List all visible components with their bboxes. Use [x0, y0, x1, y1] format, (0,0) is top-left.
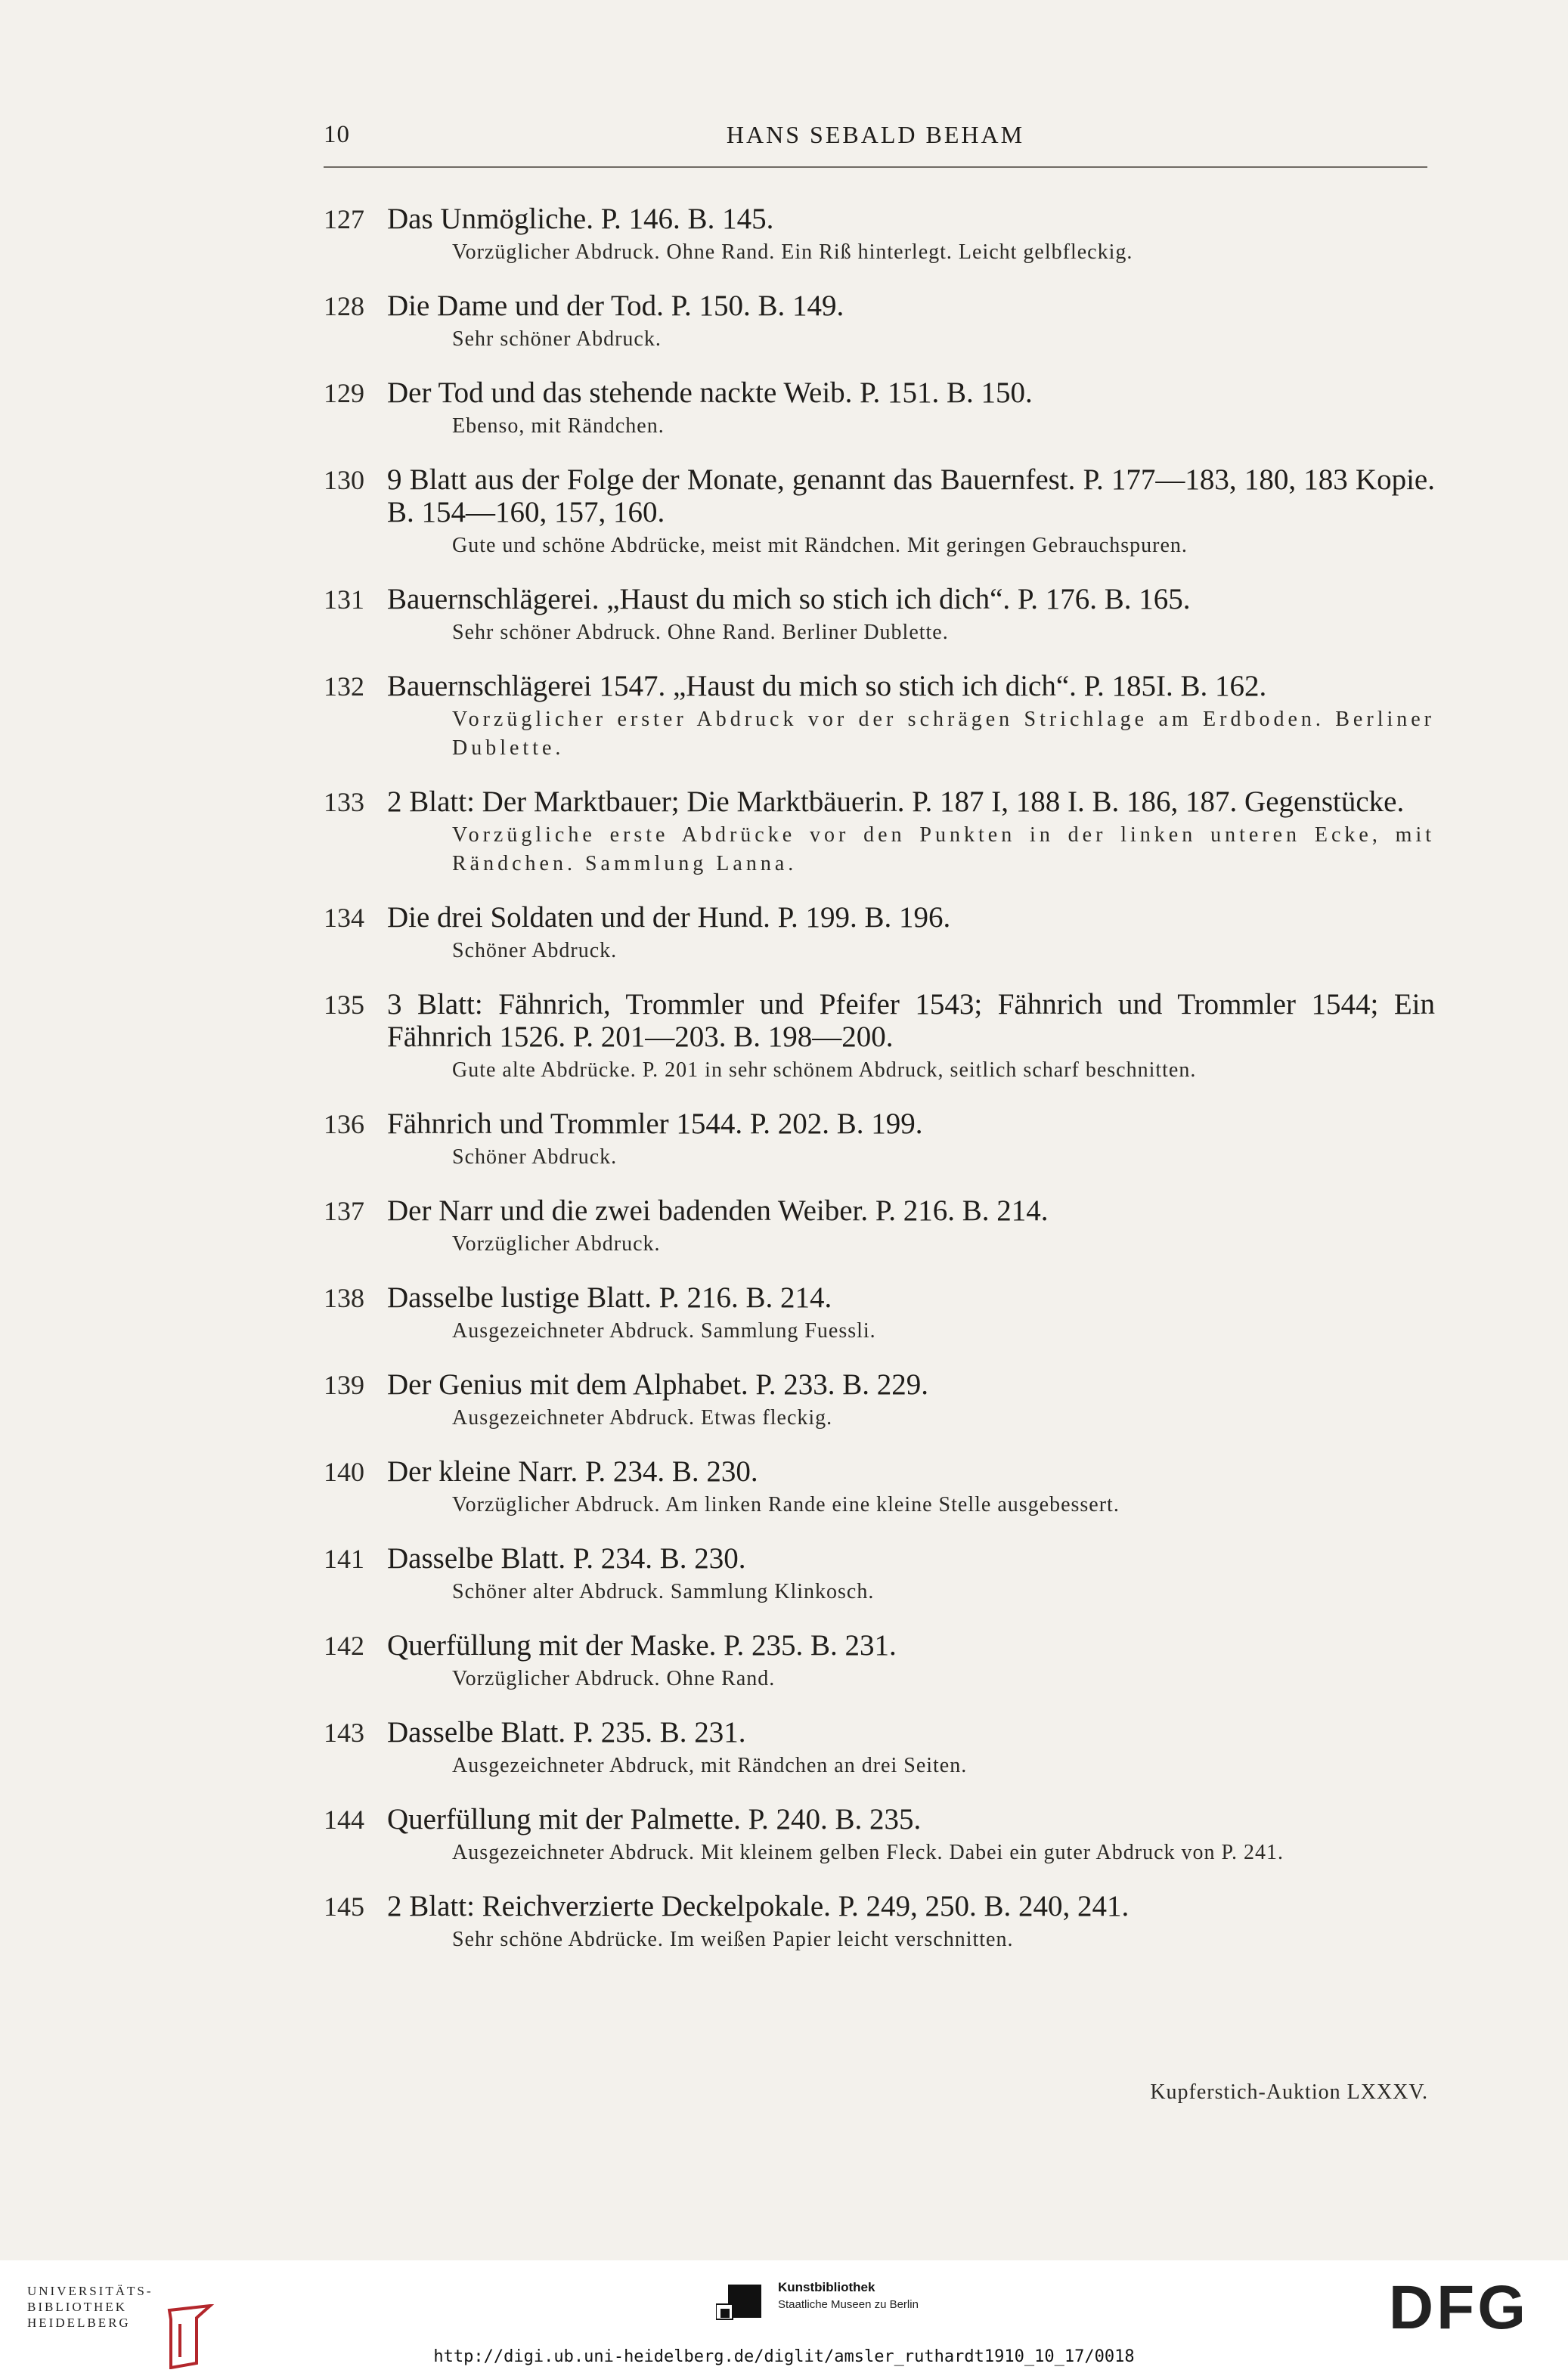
entry-title: Bauernschlägerei. „Haust du mich so stich ich dich“. P. 176. B. 165. [387, 583, 1191, 615]
entry-number: 128 [324, 291, 364, 321]
entry-title: Der Tod und das stehende nackte Weib. P. 151. B. 150. [387, 376, 1033, 409]
entry-title: Das Unmögliche. P. 146. B. 145. [387, 203, 774, 235]
entry-number: 133 [324, 787, 364, 817]
catalogue-entry [324, 901, 1435, 965]
university-name-line-1: UNIVERSITÄTS- [27, 2284, 153, 2298]
entry-number: 135 [324, 990, 364, 1020]
permalink-url[interactable]: http://digi.ub.uni-heidelberg.de/diglit/amsler_ruthardt1910_10_17/0018 [433, 2347, 1135, 2366]
entry-condition-note: Ausgezeichneter Abdruck, mit Rändchen an drei Seiten. [452, 1754, 968, 1777]
university-name-line-3: HEIDELBERG [27, 2316, 131, 2330]
catalogue-entry [324, 1890, 1435, 1954]
catalogue-entry [324, 1542, 1435, 1606]
entry-title: Dasselbe lustige Blatt. P. 216. B. 214. [387, 1281, 832, 1314]
university-library-logo[interactable] [27, 2283, 153, 2331]
catalogue-entry [324, 1629, 1435, 1693]
kunstbibliothek-title: Kunstbibliothek [778, 2280, 875, 2294]
catalogue-signature: Kupferstich-Auktion LXXXV. [1150, 2080, 1428, 2104]
entry-condition-note: Ausgezeichneter Abdruck. Mit kleinem gelben Fleck. Dabei ein guter Abdruck von P. 241. [452, 1841, 1284, 1864]
entry-title: Querfüllung mit der Maske. P. 235. B. 231. [387, 1629, 897, 1662]
catalogue-entry [324, 290, 1435, 354]
entry-title: Der Narr und die zwei badenden Weiber. P. 216. B. 214. [387, 1194, 1049, 1227]
entry-title: Der kleine Narr. P. 234. B. 230. [387, 1455, 758, 1488]
catalogue-entry [324, 1803, 1435, 1867]
entry-condition-note: Vorzüglicher Abdruck. Ohne Rand. [452, 1667, 776, 1690]
entry-number: 137 [324, 1196, 364, 1226]
entry-title: Die Dame und der Tod. P. 150. B. 149. [387, 290, 844, 322]
entry-condition-note: Vorzügliche erste Abdrücke vor den Punkten in der linken unteren Ecke, mit Rändchen. Sammlung Lanna. [452, 823, 1435, 875]
entry-number: 130 [324, 465, 364, 495]
entry-condition-note: Ebenso, mit Rändchen. [452, 414, 665, 438]
catalogue-entry [324, 1194, 1435, 1259]
entry-condition-note: Gute alte Abdrücke. P. 201 in sehr schönem Abdruck, seitlich scharf beschnitten. [452, 1058, 1197, 1082]
page-number: 10 [324, 121, 350, 148]
page-header [324, 121, 1427, 168]
catalogue-entry [324, 988, 1435, 1085]
catalogue-entry [324, 1281, 1435, 1346]
entry-number: 140 [324, 1457, 364, 1487]
entry-number: 138 [324, 1283, 364, 1313]
entry-condition-note: Schöner Abdruck. [452, 1145, 618, 1169]
entry-number: 131 [324, 584, 364, 615]
entry-title: 2 Blatt: Der Marktbauer; Die Marktbäuerin. P. 187 I, 188 I. B. 186, 187. Gegenstücke. [387, 785, 1405, 818]
catalogue-entry [324, 463, 1435, 560]
entry-number: 141 [324, 1544, 364, 1574]
entry-condition-note: Vorzüglicher Abdruck. Am linken Rande eine kleine Stelle ausgebessert. [452, 1493, 1120, 1516]
running-title: HANS SEBALD BEHAM [726, 121, 1025, 148]
university-name-line-2: BIBLIOTHEK [27, 2300, 127, 2314]
entry-number: 143 [324, 1718, 364, 1748]
catalogue-entry [324, 670, 1435, 763]
entry-number: 139 [324, 1370, 364, 1400]
entry-title: Querfüllung mit der Palmette. P. 240. B. 235. [387, 1803, 922, 1836]
catalogue-entries [324, 203, 1435, 1977]
kunstbibliothek-mark-icon [716, 2285, 764, 2324]
entry-condition-note: Vorzüglicher Abdruck. [452, 1232, 661, 1256]
catalogue-entry [324, 1368, 1435, 1433]
entry-number: 129 [324, 378, 364, 408]
entry-number: 134 [324, 903, 364, 933]
entry-condition-note: Schöner alter Abdruck. Sammlung Klinkosch. [452, 1580, 875, 1603]
entry-title: Die drei Soldaten und der Hund. P. 199. B. 196. [387, 901, 951, 934]
entry-number: 132 [324, 671, 364, 702]
catalogue-entry [324, 583, 1435, 647]
catalogue-entry [324, 1108, 1435, 1172]
kunstbibliothek-subtitle: Staatliche Museen zu Berlin [778, 2298, 919, 2311]
entry-condition-note: Gute und schöne Abdrücke, meist mit Rändchen. Mit geringen Gebrauchspuren. [452, 534, 1188, 557]
entry-condition-note: Ausgezeichneter Abdruck. Etwas fleckig. [452, 1406, 833, 1430]
entry-number: 145 [324, 1891, 364, 1922]
entry-condition-note: Vorzüglicher erster Abdruck vor der schrägen Strichlage am Erdboden. Berliner Dublette. [452, 708, 1435, 760]
entry-title: 3 Blatt: Fähnrich, Trommler und Pfeifer 1543; Fähnrich und Trommler 1544; Ein Fähnrich 1526. P. 201—203. B. 198—200. [387, 988, 1435, 1053]
entry-condition-note: Sehr schöne Abdrücke. Im weißen Papier leicht verschnitten. [452, 1928, 1014, 1951]
entry-number: 144 [324, 1805, 364, 1835]
catalogue-entry [324, 203, 1435, 267]
catalogue-entry [324, 376, 1435, 441]
entry-number: 142 [324, 1631, 364, 1661]
entry-title: Dasselbe Blatt. P. 234. B. 230. [387, 1542, 746, 1575]
dfg-logo[interactable]: DFG [1388, 2273, 1529, 2342]
entry-title: Fähnrich und Trommler 1544. P. 202. B. 199. [387, 1108, 923, 1140]
catalogue-entry [324, 785, 1435, 878]
entry-title: 9 Blatt aus der Folge der Monate, genannt das Bauernfest. P. 177—183, 180, 183 Kopie. B. 154—160, 157, 160. [387, 463, 1435, 528]
entry-condition-note: Sehr schöner Abdruck. Ohne Rand. Berliner Dublette. [452, 621, 949, 644]
entry-condition-note: Vorzüglicher Abdruck. Ohne Rand. Ein Riß hinterlegt. Leicht gelbfleckig. [452, 240, 1133, 264]
entry-condition-note: Ausgezeichneter Abdruck. Sammlung Fuessli. [452, 1319, 876, 1343]
catalogue-entry [324, 1716, 1435, 1780]
entry-number: 136 [324, 1109, 364, 1139]
entry-condition-note: Schöner Abdruck. [452, 939, 618, 962]
entry-condition-note: Sehr schöner Abdruck. [452, 327, 662, 351]
entry-title: Dasselbe Blatt. P. 235. B. 231. [387, 1716, 746, 1749]
entry-title: Der Genius mit dem Alphabet. P. 233. B. 229. [387, 1368, 929, 1401]
entry-title: Bauernschlägerei 1547. „Haust du mich so stich ich dich“. P. 185I. B. 162. [387, 670, 1267, 702]
catalogue-entry [324, 1455, 1435, 1520]
entry-number: 127 [324, 204, 364, 234]
library-footer-bar [0, 2260, 1568, 2373]
entry-title: 2 Blatt: Reichverzierte Deckelpokale. P. 249, 250. B. 240, 241. [387, 1890, 1130, 1922]
